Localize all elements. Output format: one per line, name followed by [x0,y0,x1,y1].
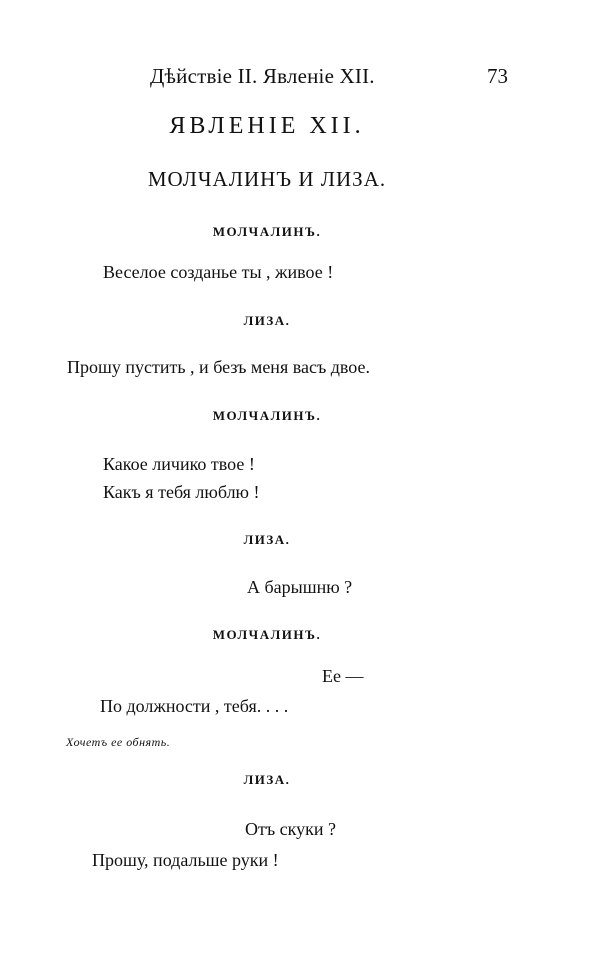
stage-direction: Хочетъ ее обнять. [66,735,171,749]
dialogue-line: Какъ я тебя люблю ! [103,482,260,502]
speaker-liza: ЛИЗА. [243,772,291,787]
dialogue-line: Отъ скуки ? [245,819,337,839]
dialogue-line: Прошу, подальше руки ! [92,850,279,870]
page-number: 73 [487,64,508,88]
speaker-liza: ЛИЗА. [243,532,291,547]
scene-title: ЯВЛЕНІЕ XII. [169,113,365,139]
dialogue-line: Какое личико твое ! [103,454,255,474]
speaker-molchalin: МОЛЧАЛИНЪ. [212,627,322,642]
dialogue-line: По должности , тебя. . . . [100,696,289,716]
dialogue-line: Прошу пустить , и безъ меня васъ двое. [67,357,371,377]
dialogue-line: Ее — [322,666,364,686]
dialogue-line: Веселое созданье ты , живое ! [103,262,334,282]
dialogue-line: А барышню ? [247,577,353,597]
speaker-molchalin: МОЛЧАЛИНЪ. [212,408,322,423]
speaker-molchalin: МОЛЧАЛИНЪ. [212,224,322,239]
speaker-liza: ЛИЗА. [243,313,291,328]
scene-characters: МОЛЧАЛИНЪ И ЛИЗА. [147,167,387,191]
running-head: Дѣйствіе II. Явленіе XII. [150,64,375,88]
